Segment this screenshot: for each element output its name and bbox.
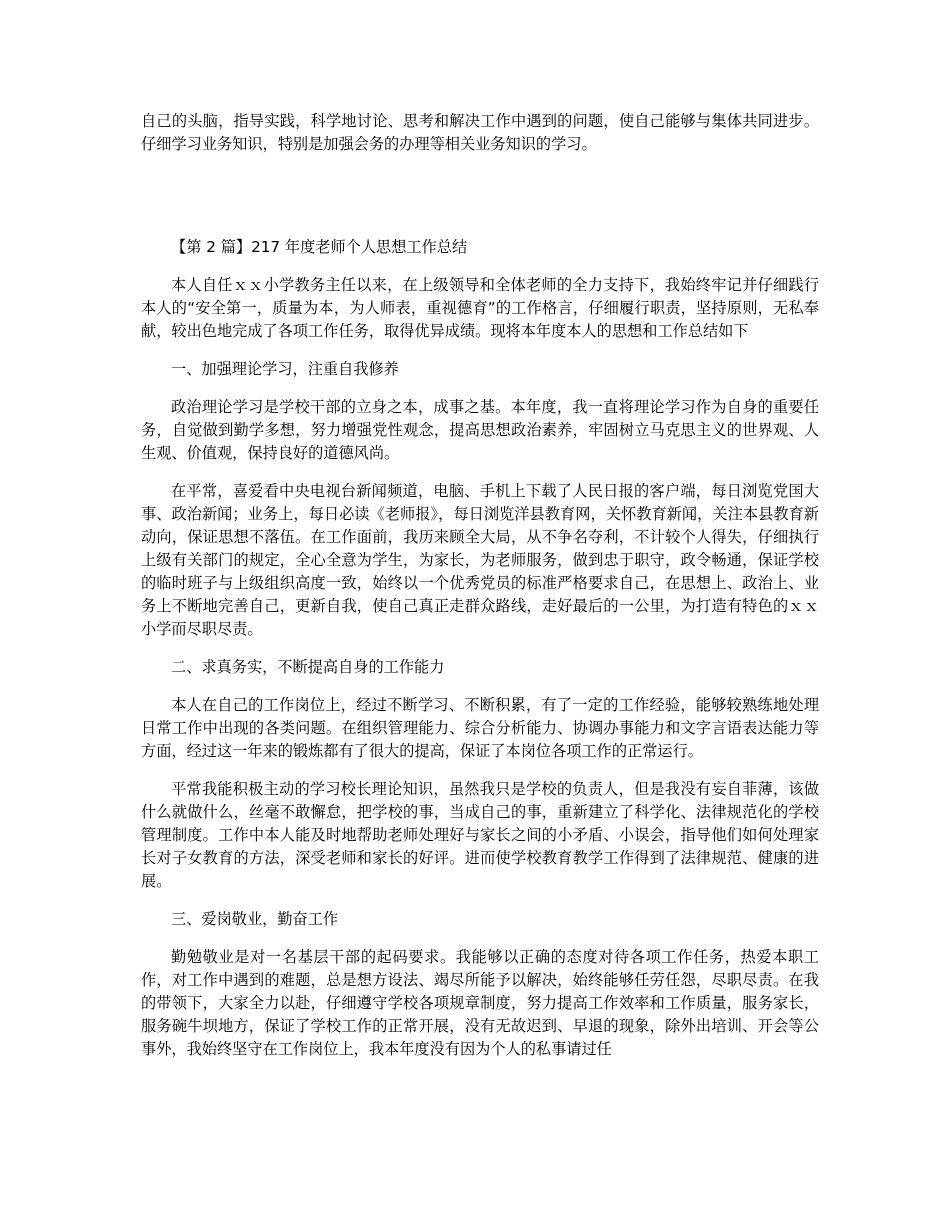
- article-title: 【第 2 篇】217 年度老师个人思想工作总结: [171, 238, 468, 256]
- section-2-paragraph-2: 平常我能积极主动的学习校长理论知识，虽然我只是学校的负责人，但是我没有妄自菲薄，该做什么就做什么，丝毫不敢懈怠，把学校的事，当成自己的事，重新建立了科学化、法律规范化的学校管理制度。工作中本人能及时地帮助老师处理好与家长之间的小矛盾、小误会，指导他们如何处理家长对子女教育的方法，深受老师和家长的好评。进而使学校教育教学工作得到了法律规范、健康的进展。: [141, 780, 819, 890]
- section-3-heading: 三、爱岗敬业，勤奋工作: [171, 910, 339, 928]
- section-1-paragraph-2: 在平常，喜爱看中央电视台新闻频道，电脑、手机上下载了人民日报的客户端，每日浏览党国大事、政治新闻；业务上，每日必读《老师报》，每日浏览洋县教育网，关怀教育新闻，关注本县教育新动向，保证思想不落伍。在工作面前，我历来顾全大局，从不争名夺利，不计较个人得失，仔细执行上级有关部门的规定，全心全意为学生，为家长，为老师服务，做到忠于职守，政令畅通，保证学校的临时班子与上级组织高度一致，始终以一个优秀党员的标准严格要求自己，在思想上、政治上、业务上不断地完善自己，更新自我，使自己真正走群众路线，走好最后的一公里，为打造有特色的ｘｘ小学而尽职尽责。: [141, 482, 819, 638]
- section-2-paragraph-1: 本人在自己的工作岗位上，经过不断学习、不断积累，有了一定的工作经验，能够较熟练地处理日常工作中出现的各类问题。在组织管理能力、综合分析能力、协调办事能力和文字言语表达能力等方面，经过这一年来的锻炼都有了很大的提高，保证了本岗位各项工作的正常运行。: [141, 696, 819, 760]
- section-3-paragraph-1: 勤勉敬业是对一名基层干部的起码要求。我能够以正确的态度对待各项工作任务，热爱本职工作，对工作中遇到的难题，总是想方设法、竭尽所能予以解决，始终能够任劳任怨，尽职尽责。在我的带领下，大家全力以赴，仔细遵守学校各项规章制度，努力提高工作效率和工作质量，服务家长，服务碗牛坝地方，保证了学校工作的正常开展，没有无故迟到、早退的现象，除外出培训、开会等公事外，我始终坚守在工作岗位上，我本年度没有因为个人的私事请过任: [141, 948, 819, 1058]
- intro-paragraph: 本人自任ｘｘ小学教务主任以来，在上级领导和全体老师的全力支持下，我始终牢记并仔细践行本人的“安全第一，质量为本，为人师表，重视德育”的工作格言，仔细履行职责，坚持原则，无私奉献，较出色地完成了各项工作任务，取得优异成绩。现将本年度本人的思想和工作总结如下: [141, 276, 819, 340]
- section-2-heading: 二、求真务实，不断提高自身的工作能力: [171, 658, 445, 676]
- continuation-paragraph: 自己的头脑，指导实践，科学地讨论、思考和解决工作中遇到的问题，使自己能够与集体共同进步。仔细学习业务知识，特别是加强会务的办理等相关业务知识的学习。: [141, 112, 819, 153]
- section-1-paragraph-1: 政治理论学习是学校干部的立身之本，成事之基。本年度，我一直将理论学习作为自身的重要任务，自觉做到勤学多想，努力增强党性观念，提高思想政治素养，牢固树立马克思主义的世界观、人生观、价值观，保持良好的道德风尚。: [141, 398, 819, 462]
- document-page: [141, 110, 819, 1061]
- section-1-heading: 一、加强理论学习，注重自我修养: [171, 360, 399, 378]
